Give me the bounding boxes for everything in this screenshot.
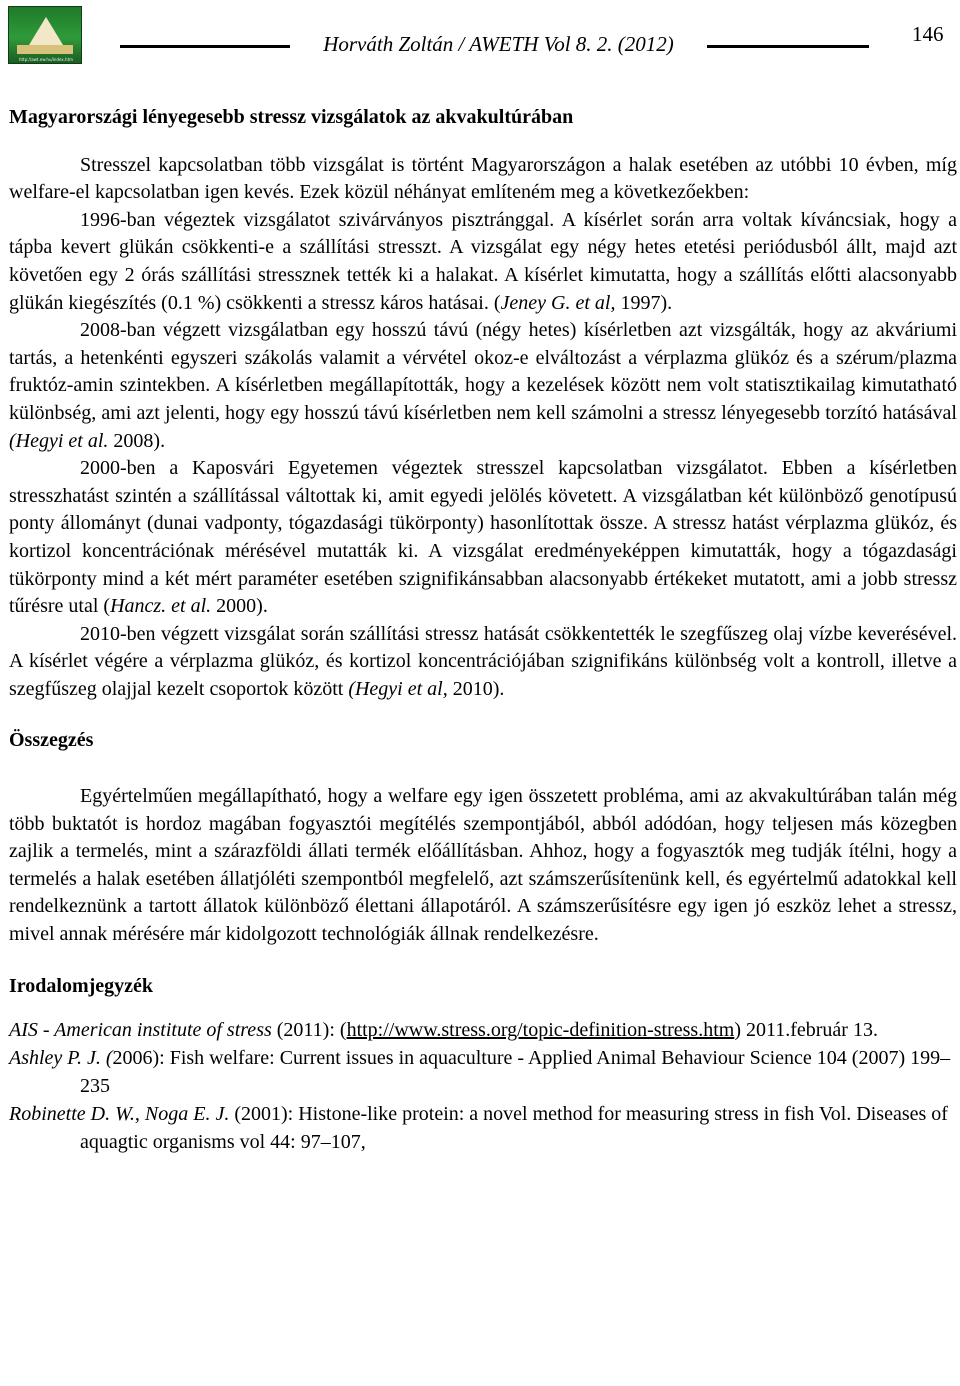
paragraph-2010 — [9, 621, 957, 704]
logo-url-text: http://awt.ew.hu/index.htm — [18, 57, 74, 62]
logo-triangle-icon — [29, 17, 63, 45]
reference-rest: : Histone-like protein: a novel method for measuring stress in fish Vol. Diseases of aquagtic organisms vol 44: 97–107, — [80, 1103, 948, 1153]
reference-year: (2001) — [229, 1103, 288, 1125]
section-heading-references: Irodalomjegyzék — [9, 974, 154, 997]
reference-year: (2011): ( — [271, 1019, 347, 1042]
paragraph-2008 — [9, 317, 957, 455]
header-rule-left — [120, 45, 290, 48]
reference-item — [9, 1017, 957, 1045]
reference-author: Ashley P. J. ( — [9, 1047, 113, 1070]
logo-band — [17, 45, 73, 54]
paragraph-2010-end: 2010). — [447, 677, 505, 700]
running-title: Horváth Zoltán / AWETH Vol 8. 2. (2012) — [323, 32, 674, 56]
reference-link[interactable]: http://www.stress.org/topic-definition-stress.htm — [346, 1019, 735, 1042]
section-heading-summary: Összegzés — [9, 729, 94, 752]
paragraph-intro: Stresszel kapcsolatban több vizsgálat is történt Magyarországon a halak esetében az utóbbi 10 évben, míg welfare-el kapcsolatban igen kevés. Ezek közül néhányat említeném meg a következőekben: — [9, 153, 957, 204]
reference-year: 2006 — [112, 1047, 153, 1070]
paragraph-1996 — [9, 207, 957, 317]
reference-author: AIS - American institute of stress — [9, 1019, 272, 1042]
article-body — [9, 104, 957, 1157]
paragraph-1996-end: 1997). — [615, 291, 673, 314]
paragraph-2008-text: 2008-ban végzett vizsgálatban egy hosszú távú (négy hetes) kísérletben azt vizsgálták, hogy az akváriumi tartás, a hetenkénti egyszeri szákolás valamit a vérvétel okoz-e elváltozást a vérplazma glükóz és a szérum/plazma fruktóz-amin szintekben. A kísérletben megállapították, hogy a kezelések között nem volt statisztikailag kimutatható különbség, ami azt jelenti, hogy egy hosszú távú kísérletben nem kell számolni a stressz lényegesebb torzító hatásával — [9, 319, 957, 424]
page-number: 146 — [912, 22, 944, 46]
paragraph-2000-end: 2000). — [211, 595, 268, 618]
paragraph-2000 — [9, 455, 957, 621]
citation-hancz: Hancz. et al. — [110, 595, 212, 618]
reference-item — [9, 1101, 957, 1156]
header-rule-right — [707, 45, 869, 48]
journal-logo — [8, 6, 82, 64]
paragraph-2008-end: 2008). — [108, 429, 166, 452]
reference-rest: ): Fish welfare: Current issues in aquaculture - Applied Animal Behaviour Science 104 (2007) 199–235 — [80, 1047, 951, 1097]
paragraph-1996-text: 1996-ban végeztek vizsgálatot szivárványos pisztránggal. A kísérlet során arra voltak kíváncsiak, hogy a tápba kevert glükán csökkenti-e a szállítási stresszt. A vizsgálat egy négy hetes etetési periódusból állt, majd azt követően egy 2 órás szállítási stressznek tették ki a halakat. A kísérlet kimutatta, hogy a szállítás előtti alacsonyabb glükán kiegészítés (0.1 %) csökkenti a stressz káros hatásai. ( — [9, 208, 957, 314]
citation-hegyi-2008: (Hegyi et al. — [9, 429, 109, 452]
reference-author: Robinette D. W., Noga E. J. — [9, 1103, 230, 1125]
citation-jeney: Jeney G. et al, — [500, 291, 616, 314]
reference-rest: ) 2011.február 13. — [734, 1019, 878, 1042]
paragraph-2000-text: 2000-ben a Kaposvári Egyetemen végeztek stresszel kapcsolatban vizsgálatot. Ebben a kísérletben stresszhatást szintén a szállítással váltottak ki, amit egyedi jelölés követett. A vizsgálatban két különböző genotípusú ponty állományt (dunai vadponty, tógazdasági tükörponty) hasonlítottak össze. A stressz hatást vérplazma glükóz, és kortizol koncentrációnak mérésével mutatták ki. A vizsgálat eredményeképpen kimutatták, hogy a tógazdasági tükörponty mind a két mért paraméter esetében szignifikánsabban alacsonyabb értékeket mutatott, ami a jobb stressz tűrésre utal ( — [9, 457, 957, 618]
paragraph-2010-text: 2010-ben végzett vizsgálat során szállítási stressz hatását csökkentették le szegfűszeg olaj vízbe keverésével. A kísérlet végére a vérplazma glükóz, és kortizol koncentrációjában szignifikáns különbség volt a kontroll, illetve a szegfűszeg olajjal kezelt csoportok között — [9, 622, 957, 700]
paragraph-summary: Egyértelműen megállapítható, hogy a welfare egy igen összetett probléma, ami az akvakultúrában talán még több buktatót is hordoz magában fogyasztói megítélés szempontjából, abból adódóan, hogy teljesen más közegben zajlik a termelés, mint a szárazföldi állati termék előállításban. Ahhoz, hogy a fogyasztók meg tudják ítélni, hogy a termelés a halak esetében állatjóléti szempontból megfelelő, azt számszerűsítenünk kell, és egyértelmű adatokkal kell rendelkeznünk a tartott állatok különböző élettani állapotáról. A számszerűsítésre egy igen jó eszköz lehet a stressz, mivel annak mérésére már kidolgozott technológiák állnak rendelkezésre. — [9, 785, 957, 946]
section-heading-stress-studies: Magyarországi lényegesebb stressz vizsgálatok az akvakultúrában — [9, 106, 574, 128]
page-header — [0, 0, 960, 70]
reference-item — [9, 1045, 957, 1100]
citation-hegyi-2010: (Hegyi et al, — [348, 677, 448, 700]
